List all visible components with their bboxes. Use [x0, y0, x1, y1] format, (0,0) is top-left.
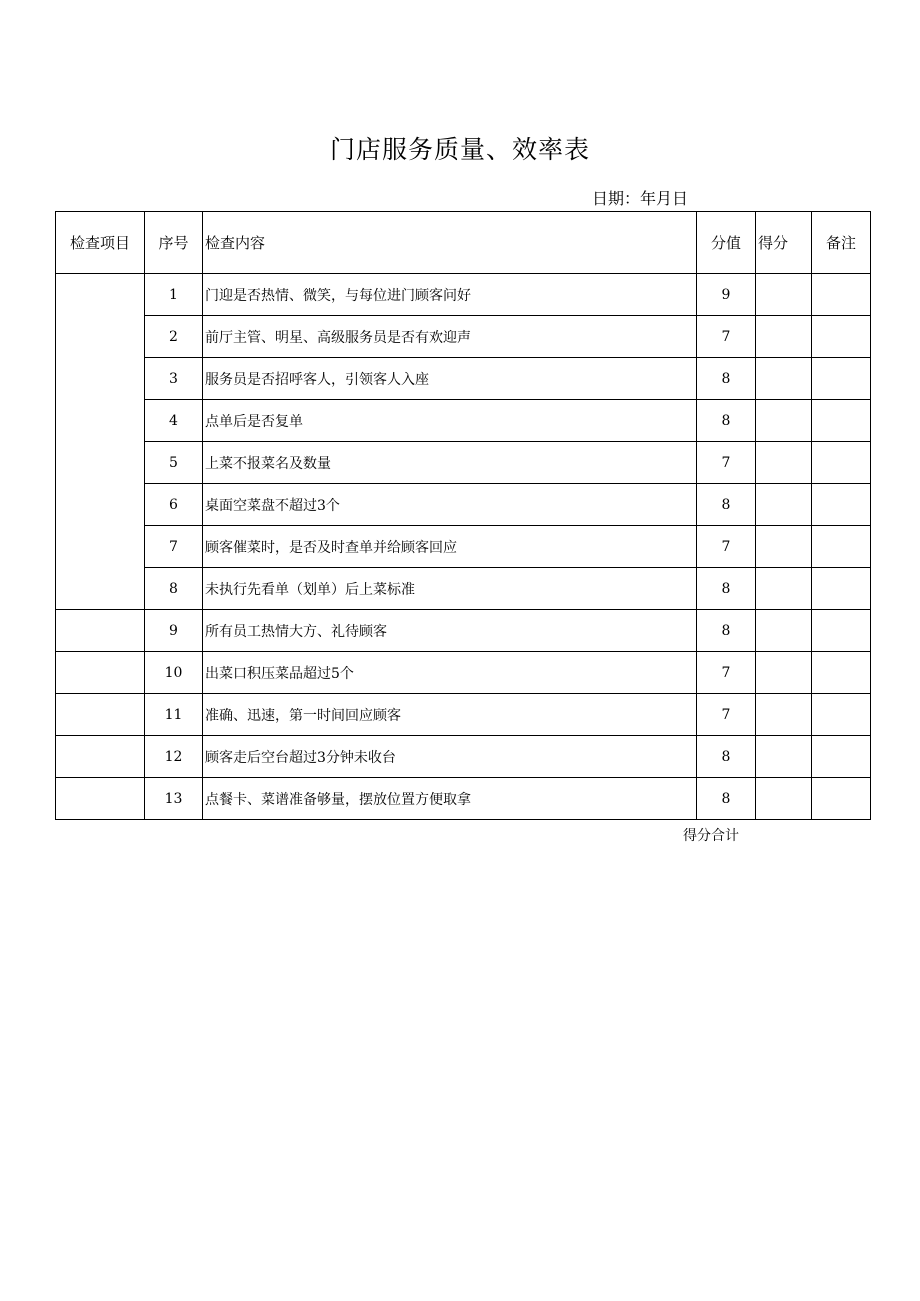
header-number: 序号: [145, 212, 203, 274]
header-remarks: 备注: [812, 212, 871, 274]
row-number: 8: [145, 568, 203, 610]
row-points: 7: [697, 442, 756, 484]
row-number: 2: [145, 316, 203, 358]
table-row: [56, 568, 871, 610]
row-points: 7: [697, 526, 756, 568]
remarks-cell[interactable]: [812, 736, 871, 778]
remarks-cell[interactable]: [812, 526, 871, 568]
remarks-cell[interactable]: [812, 610, 871, 652]
row-number: 13: [145, 778, 203, 820]
page-title: 门店服务质量、效率表: [329, 135, 590, 164]
row-points: 8: [697, 484, 756, 526]
row-points: 9: [697, 274, 756, 316]
score-cell[interactable]: [756, 526, 812, 568]
score-cell[interactable]: [756, 778, 812, 820]
score-cell[interactable]: [756, 736, 812, 778]
table-row: [56, 652, 871, 694]
row-points: 8: [697, 736, 756, 778]
category-cell: [56, 652, 145, 694]
score-cell[interactable]: [756, 316, 812, 358]
header-points: 分值: [697, 212, 756, 274]
remarks-cell[interactable]: [812, 442, 871, 484]
score-cell[interactable]: [756, 694, 812, 736]
row-content: 顾客走后空台超过3分钟未收台: [203, 736, 697, 778]
row-content: 所有员工热情大方、礼待顾客: [203, 610, 697, 652]
score-cell[interactable]: [756, 274, 812, 316]
row-points: 8: [697, 610, 756, 652]
row-content: 出菜口积压菜品超过5个: [203, 652, 697, 694]
table-row: [56, 694, 871, 736]
remarks-cell[interactable]: [812, 568, 871, 610]
row-content: 前厅主管、明星、高级服务员是否有欢迎声: [203, 316, 697, 358]
score-cell[interactable]: [756, 610, 812, 652]
remarks-cell[interactable]: [812, 484, 871, 526]
row-content: 服务员是否招呼客人，引领客人入座: [203, 358, 697, 400]
row-content: 点餐卡、菜谱准备够量，摆放位置方便取拿: [203, 778, 697, 820]
row-number: 3: [145, 358, 203, 400]
row-content: 上菜不报菜名及数量: [203, 442, 697, 484]
row-points: 7: [697, 652, 756, 694]
score-cell[interactable]: [756, 400, 812, 442]
table-row: [56, 400, 871, 442]
row-content: 门迎是否热情、微笑，与每位进门顾客问好: [203, 274, 697, 316]
remarks-cell[interactable]: [812, 694, 871, 736]
row-number: 10: [145, 652, 203, 694]
category-cell: [56, 736, 145, 778]
row-number: 1: [145, 274, 203, 316]
category-cell: [56, 694, 145, 736]
table-row: [56, 316, 871, 358]
inspection-table: [55, 211, 871, 820]
remarks-cell[interactable]: [812, 652, 871, 694]
row-content: 顾客催菜时，是否及时查单并给顾客回应: [203, 526, 697, 568]
table-row: [56, 358, 871, 400]
row-content: 未执行先看单（划单）后上菜标准: [203, 568, 697, 610]
score-cell[interactable]: [756, 442, 812, 484]
table-row: [56, 442, 871, 484]
category-cell: [56, 778, 145, 820]
table-row: [56, 610, 871, 652]
category-cell: [56, 274, 145, 610]
header-content: 检查内容: [203, 212, 697, 274]
row-number: 5: [145, 442, 203, 484]
table-row: [56, 484, 871, 526]
row-number: 11: [145, 694, 203, 736]
table-row: [56, 736, 871, 778]
total-score-label: 得分合计: [683, 828, 739, 844]
row-content: 点单后是否复单: [203, 400, 697, 442]
row-number: 9: [145, 610, 203, 652]
row-points: 7: [697, 694, 756, 736]
remarks-cell[interactable]: [812, 316, 871, 358]
score-cell[interactable]: [756, 652, 812, 694]
header-category: 检查项目: [56, 212, 145, 274]
score-cell[interactable]: [756, 358, 812, 400]
row-points: 8: [697, 400, 756, 442]
table-header-row: [56, 212, 871, 274]
score-cell[interactable]: [756, 568, 812, 610]
category-cell: [56, 610, 145, 652]
row-content: 准确、迅速，第一时间回应顾客: [203, 694, 697, 736]
table-row: [56, 274, 871, 316]
row-points: 8: [697, 358, 756, 400]
row-number: 6: [145, 484, 203, 526]
header-score: 得分: [756, 212, 812, 274]
remarks-cell[interactable]: [812, 274, 871, 316]
row-points: 8: [697, 568, 756, 610]
remarks-cell[interactable]: [812, 400, 871, 442]
row-number: 4: [145, 400, 203, 442]
row-points: 7: [697, 316, 756, 358]
row-number: 12: [145, 736, 203, 778]
remarks-cell[interactable]: [812, 778, 871, 820]
table-row: [56, 778, 871, 820]
table-row: [56, 526, 871, 568]
row-points: 8: [697, 778, 756, 820]
row-number: 7: [145, 526, 203, 568]
row-content: 桌面空菜盘不超过3个: [203, 484, 697, 526]
date-label: 日期：年月日: [592, 189, 689, 208]
remarks-cell[interactable]: [812, 358, 871, 400]
score-cell[interactable]: [756, 484, 812, 526]
